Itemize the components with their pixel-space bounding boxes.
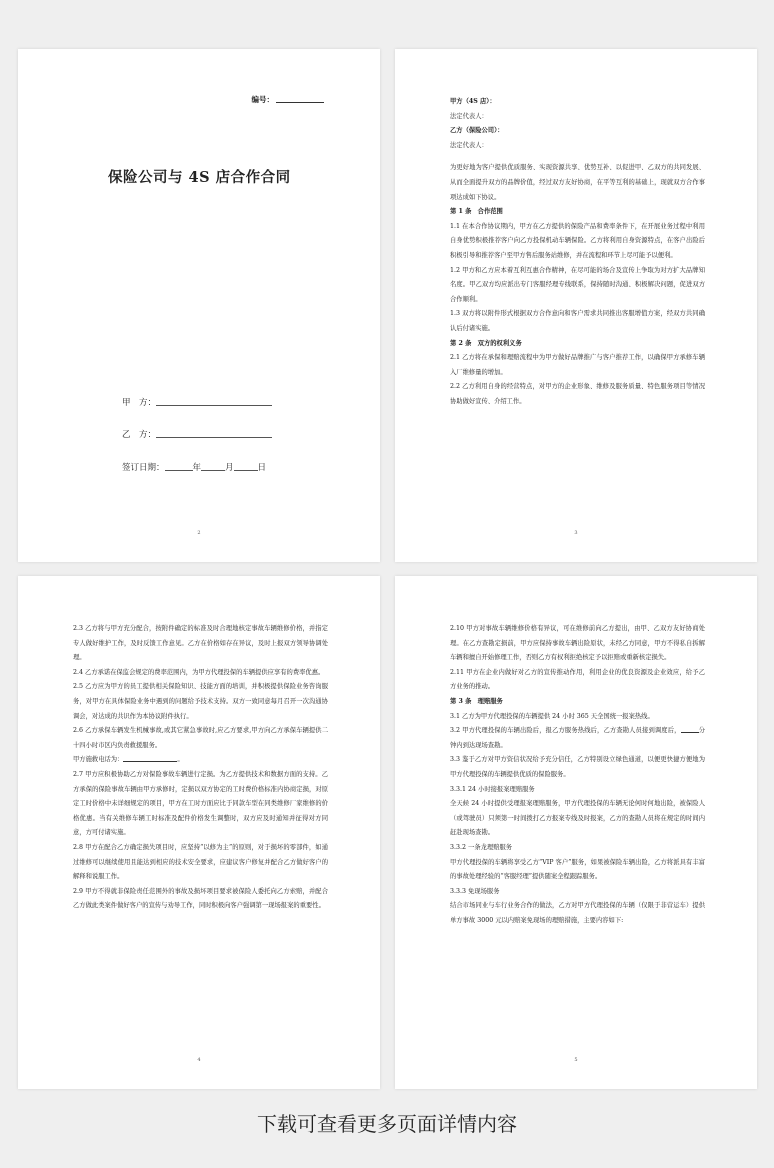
clause-1-1: 1.1 在本合作协议期内，甲方在乙方提供的保险产品和费率条件下，在开展业务过程中利用自身优势积极推荐客户向乙方投保机动车辆保险。乙方将利用自身资源特点，在客户出险后积极引导和推荐客户至甲方售后服务站维修，并在流程和环节上尽可能予以便利。: [450, 222, 705, 259]
page-number: 2: [197, 530, 201, 536]
contract-page-4: [18, 576, 380, 1089]
clause-3-3-3: 结合市场同业与车行业务合作的做法，乙方对甲方代理投保的车辆（仅限于非营运车）提供单方事故 3000 元以内赔案免现场的理赔措施，主要内容如下:: [450, 902, 705, 924]
rescue-phone-end: 。: [177, 756, 184, 764]
clause-2-4: 2.4 乙方承诺在保监会规定的费率范围内，为甲方代理投保的车辆提供应享有的费率优惠。: [73, 668, 325, 676]
month-blank: [201, 470, 225, 471]
clause-3-3: 3.3 鉴于乙方对甲方资信状况给予充分信任，乙方特别设立绿色通道，以便更快捷方便地为甲方代理投保的车辆提供优质的保险服务。: [450, 756, 705, 778]
page-number: 3: [574, 530, 578, 536]
clause-3-3-1: 全天候 24 小时提供受理报案理赔服务，甲方代理投保的车辆无论何时何地出险，被保险人（或驾驶员）只须第一时间拨打乙方报案专线及时报案，乙方的查勘人员将在规定的时间内赶赴现场查勘。: [450, 800, 705, 837]
rescue-phone-blank: [123, 761, 177, 762]
clause-2-10: 2.10 甲方对事故车辆维修价格有异议，可在维修前向乙方提出，由甲、乙双方友好协商处理。在乙方查勘定损前，甲方应保持事故车辆出险原状，未经乙方同意，甲方不得私自拆解车辆和擅自开始修理工作，否则乙方有权利拒绝核定予以拒赔或重新核定损失。: [450, 625, 705, 662]
clause-3-3-2: 甲方代理投保的车辆将享受乙方“VIP 客户”服务，如果被保险车辆出险，乙方将派具有丰富的事故处理经验的“客服经理”提供随案全程跟踪服务。: [450, 858, 705, 881]
contract-cover-page: [18, 49, 380, 562]
contract-number-field: [252, 94, 325, 105]
party-b-line: 乙方（保险公司）：: [450, 127, 504, 135]
clause-2-6: 2.6 乙方承保车辆发生机械事故,或其它紧急事故时,应乙方要求,甲方向乙方承保车辆提供二十四小时市区内负责救援服务。: [73, 727, 328, 749]
page-number: 4: [197, 1057, 201, 1063]
year-blank: [165, 470, 193, 471]
page-body: [450, 95, 705, 409]
clause-3-2-text-end: 分钟内到达现场查勘。: [450, 727, 705, 749]
sign-date: [122, 461, 266, 473]
party-b-label: 乙 方：: [122, 430, 157, 440]
contract-number-label: 编号：: [251, 95, 274, 104]
clause-3-2: [450, 724, 705, 753]
clause-2-2: 2.2 乙方利用自身的经营特点，对甲方的企业形象、维修及服务质量、特色服务项目等情况协助做好宣传、介绍工作。: [450, 383, 705, 405]
contract-page-3: [395, 49, 757, 562]
clause-3-3-1-title: 3.3.1 24 小时接报案理赔服务: [450, 785, 535, 793]
page-body: [73, 622, 328, 914]
article-2-title: 第 2 条 双方的权利义务: [450, 339, 522, 347]
party-a-signature: [122, 396, 272, 408]
download-more-banner[interactable]: 下载可查看更多页面详情内容: [257, 1112, 517, 1136]
sign-date-label: 签订日期：: [122, 463, 165, 473]
clause-3-3-3-title: 3.3.3 免现场服务: [450, 887, 500, 895]
intro-paragraph: 为更好地为客户提供优质服务、实现资源共享、优势互补、以促进甲、乙双方的共同发展、从而全面提升双方的品牌价值，经过双方友好协商，在平等互利的基础上，现就双方合作事项达成如下协议。: [450, 164, 705, 201]
clause-2-8: 2.8 甲方在配合乙方确定损失项目时，应坚持“以修为主”的原则，对于损坏的零部件，如通过维修可以继续使用且能达到相应的技术安全要求，应建议客户修复并配合乙方做好客户的解释和说服工作。: [73, 843, 328, 881]
month-label: 月: [225, 463, 234, 473]
clause-1-3: 1.3 双方将以附件形式根据双方合作意向和客户需求共同推出客服增值方案，经双方共同确认后付诸实施。: [450, 310, 705, 332]
year-label: 年: [192, 463, 202, 473]
day-blank: [234, 470, 258, 471]
contract-number-blank: [276, 102, 324, 103]
minutes-blank: [681, 732, 699, 733]
clause-2-3: 2.3 乙方将与甲方充分配合，按附件确定的标准及时合理地核定事故车辆维修价格，并指定专人做好维护工作，及时反馈工作意见。乙方在价格如存在异议，及时上报双方领导协调处理。: [73, 625, 328, 662]
party-a-label: 甲 方：: [122, 398, 157, 408]
day-label: 日: [257, 463, 267, 473]
page-number: 5: [574, 1057, 578, 1063]
article-3-title: 第 3 条 理赔服务: [450, 697, 503, 705]
clause-3-3-2-title: 3.3.2 一条龙理赔服务: [450, 843, 513, 851]
clause-2-9: 2.9 甲方不得就非保险责任范围外的事故及损坏项目要求被保险人委托向乙方索赔，并配合乙方做此类案件做好客户的宣传与劝导工作，同时积极向客户强调第一现场报案的重要性。: [73, 887, 328, 910]
contract-page-5: [395, 576, 757, 1089]
party-a-rep-line: 法定代表人：: [450, 112, 488, 120]
clause-2-5: 2.5 乙方应为甲方的员工提供相关保险知识、技能方面的培训，并积极提供保险业务咨询服务，对甲方在具体保险业务中遇到的问题给予技术支持。双方一致同意每月召开一次沟通协调会，对达成的共识作为本协议附件执行。: [73, 683, 328, 720]
party-b-signature: [122, 428, 272, 440]
page-body: [450, 622, 705, 928]
rescue-phone-label: 甲方施救电话为：: [73, 756, 124, 764]
party-b-blank: [156, 437, 272, 438]
party-a-line: 甲方（4S 店）：: [450, 98, 496, 105]
rescue-phone-line: [73, 753, 328, 768]
clause-3-1: 3.1 乙方为甲方代理投保的车辆提供 24 小时 365 天全国统一报案热线。: [450, 712, 654, 720]
clause-3-2-text: 3.2 甲方代理投保的车辆出险后，报乙方服务热线后，乙方查勘人员接到调度后，: [450, 727, 681, 735]
article-1-title: 第 1 条 合作范围: [450, 208, 503, 216]
party-b-rep-line: 法定代表人：: [450, 141, 488, 149]
party-a-blank: [156, 405, 272, 406]
clause-2-7: 2.7 甲方应积极协助乙方对保险事故车辆进行定损。为乙方提供技术和数据方面的支持。乙方承保的保险事故车辆由甲方承修时，定损以双方协定的工时费价格标准内协商定损，对原定工时价格中未详细规定的项目，甲方在工时方面应比于同款车型在同类维修厂家维修的价格优惠。当有关维修车辆工时标准及配件价格发生调整时，双方应及时通知并征得对方同意，方可付诸实施。: [73, 770, 328, 837]
clause-1-2: 1.2 甲方和乙方应本着互利互惠合作精神，在尽可能的场合及宣传上争取为对方扩大品牌知名度。甲乙双方均应派出专门客服经理专线联系，保持随时沟通、积极解决问题，促进双方合作顺利。: [450, 266, 705, 303]
clause-2-1: 2.1 乙方将在承保和理赔流程中为甲方做好品牌推广与客户推荐工作，以确保甲方承修车辆入厂维修量的增加。: [450, 354, 705, 376]
contract-title: 保险公司与 4S 店合作合同: [108, 169, 291, 186]
clause-2-11: 2.11 甲方在企业内做好对乙方的宣传推动作用，利用企业的优良资源及企业效应，给予乙方业务的推动。: [450, 668, 705, 691]
